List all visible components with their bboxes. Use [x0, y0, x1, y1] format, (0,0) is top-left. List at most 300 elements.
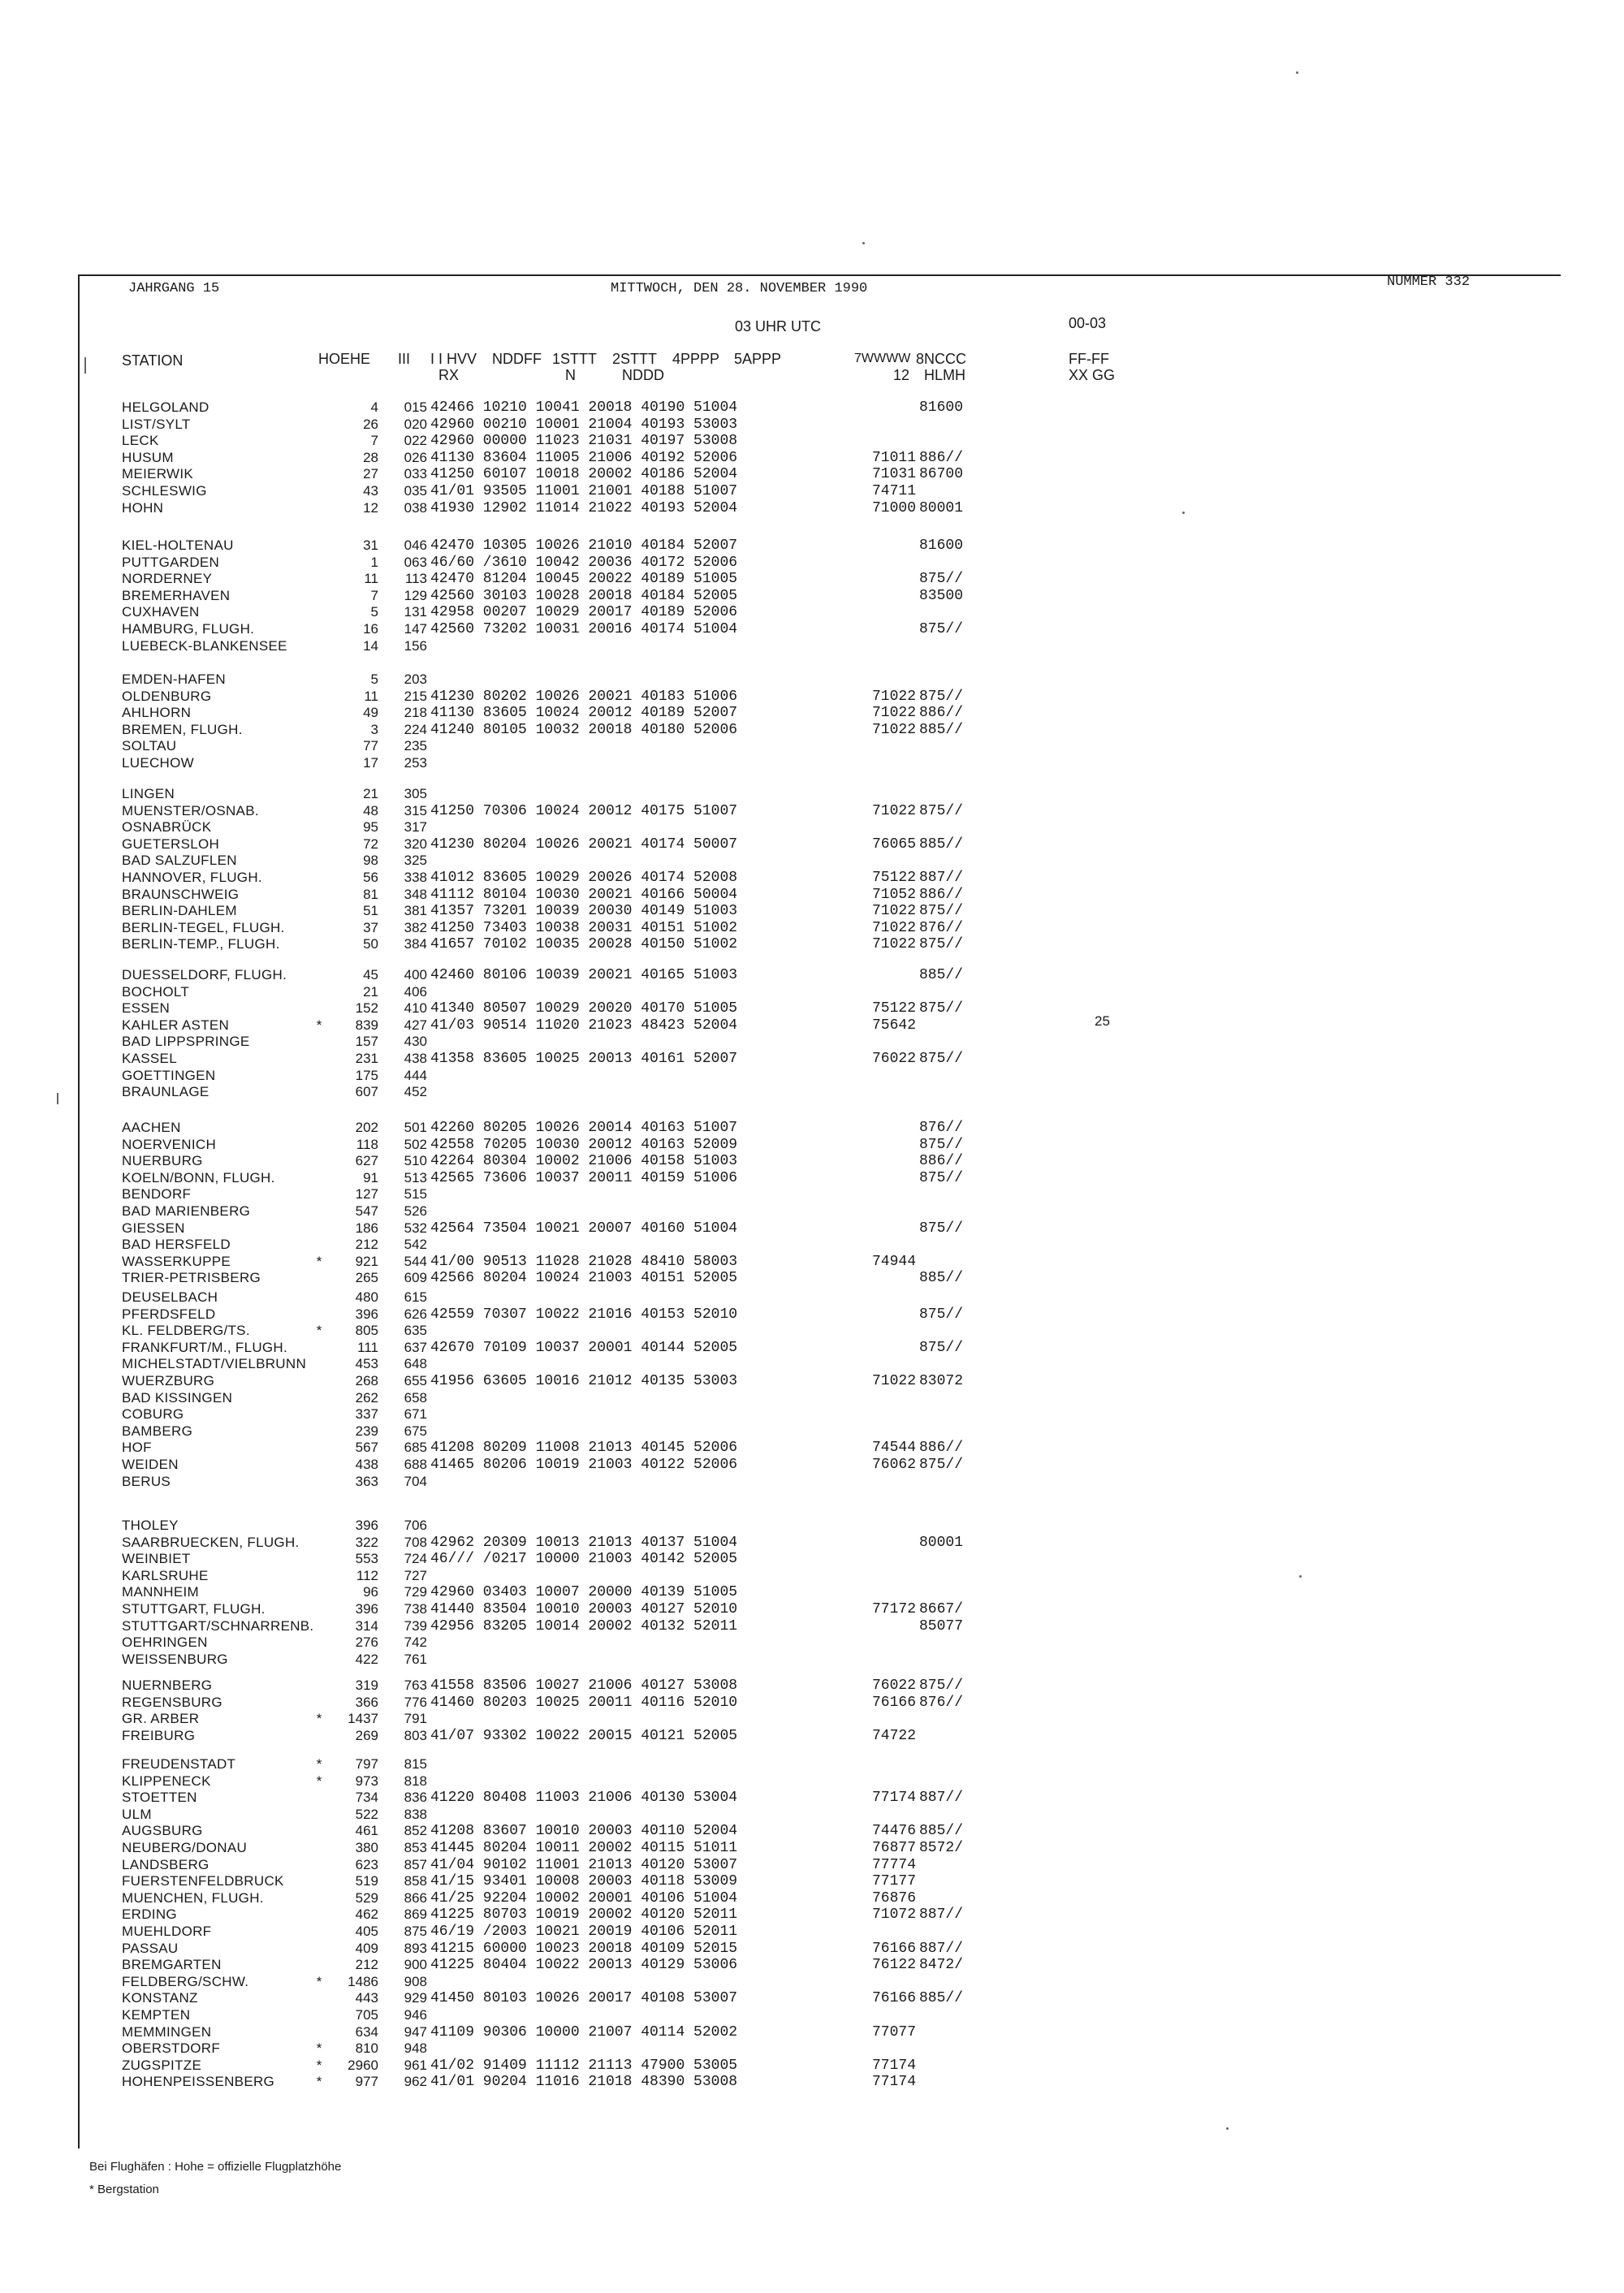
station-iii: 020 [404, 416, 427, 432]
station-obs-groups: 42558 70205 10030 20012 40163 52009 [430, 1136, 738, 1153]
station-row [0, 638, 1137, 654]
period-label: 00-03 [1069, 315, 1107, 331]
station-name: HOHN [122, 499, 164, 516]
station-name: BERLIN-TEMP., FLUGH. [122, 936, 280, 952]
station-name: WEINBIET [122, 1551, 191, 1567]
station-name: MUEHLDORF [122, 1924, 212, 1939]
station-hoehe: 4 [370, 399, 378, 415]
station-hoehe: 12 [363, 499, 378, 516]
time-label: 03 UHR UTC [735, 318, 822, 335]
station-row [0, 1990, 1137, 2006]
station-8nccc: 885// [919, 1990, 964, 2007]
station-name: NUERBURG [122, 1153, 203, 1169]
station-iii: 532 [404, 1220, 427, 1236]
station-obs-groups: 41230 80202 10026 20021 40183 51006 [430, 688, 738, 705]
station-8nccc: 875// [919, 1000, 964, 1017]
station-name: WEIDEN [122, 1457, 179, 1472]
margin-mark [84, 357, 86, 374]
station-row [0, 1568, 1137, 1584]
station-7wwww: 71052 [871, 886, 916, 903]
station-hoehe: 72 [363, 836, 378, 852]
station-name: BOCHOLT [122, 983, 190, 1000]
station-hoehe: 337 [355, 1406, 378, 1423]
station-name: OEHRINGEN [122, 1634, 208, 1651]
station-name: LECK [122, 433, 159, 449]
station-row [0, 417, 1137, 433]
station-obs-groups: 42460 80106 10039 20021 40165 51003 [430, 967, 738, 983]
station-row [0, 500, 1137, 516]
station-row [0, 1890, 1137, 1907]
station-name: STUTTGART/SCHNARRENB. [122, 1617, 314, 1634]
station-iii: 818 [404, 1773, 427, 1789]
station-8nccc: 885// [919, 836, 964, 853]
station-7wwww: 77172 [871, 1601, 916, 1617]
station-name: REGENSBURG [122, 1694, 222, 1710]
station-iii: 131 [404, 604, 427, 620]
station-7wwww: 76122 [871, 1957, 916, 1974]
station-row [0, 1457, 1137, 1473]
station-7wwww: 76062 [871, 1457, 916, 1473]
station-hoehe: 212 [355, 1237, 378, 1253]
col-5appp: 5APPP [734, 351, 782, 367]
station-row [0, 2074, 1137, 2090]
station-iii: 381 [404, 903, 427, 919]
station-iii: 869 [404, 1907, 427, 1923]
station-iii: 438 [404, 1051, 427, 1066]
station-hoehe: 96 [363, 1584, 378, 1600]
station-hoehe: 462 [355, 1907, 378, 1923]
station-row [0, 1618, 1137, 1634]
station-iii: 542 [404, 1237, 427, 1253]
station-row [0, 1237, 1137, 1253]
station-8nccc: 886// [919, 449, 964, 466]
station-8nccc: 885// [919, 1823, 964, 1840]
station-7wwww: 74711 [871, 483, 916, 499]
station-row [0, 555, 1137, 571]
station-iii: 836 [404, 1790, 427, 1806]
station-iii: 875 [404, 1924, 427, 1939]
station-iii: 727 [404, 1567, 427, 1583]
station-8nccc: 81600 [919, 538, 964, 554]
station-name: AHLHORN [122, 705, 192, 721]
station-iii: 502 [404, 1136, 427, 1152]
station-7wwww: 76022 [871, 1051, 916, 1067]
station-obs-groups: 46/60 /3610 10042 20036 40172 52006 [430, 554, 738, 571]
station-hoehe: 262 [355, 1389, 378, 1406]
station-name: HAMBURG, FLUGH. [122, 621, 255, 637]
col-xxgg: XX GG [1069, 367, 1116, 383]
station-obs-groups: 41956 63605 10016 21012 40135 53003 [430, 1373, 738, 1389]
station-hoehe: 81 [363, 886, 378, 902]
station-row [0, 1051, 1137, 1067]
station-name: WUERZBURG [122, 1373, 215, 1388]
station-hoehe: 1437 [348, 1711, 378, 1727]
station-row [0, 920, 1137, 936]
station-iii: 215 [404, 688, 427, 704]
station-name: FUERSTENFELDBRUCK [122, 1873, 284, 1889]
station-name: HANNOVER, FLUGH. [122, 870, 262, 885]
station-iii: 452 [404, 1084, 427, 1100]
station-row [0, 1678, 1137, 1694]
station-hoehe: 567 [355, 1440, 378, 1456]
station-name: OSNABRÜCK [122, 819, 212, 836]
station-obs-groups: 41357 73201 10039 20030 40149 51003 [430, 903, 738, 920]
station-iii: 513 [404, 1169, 427, 1185]
station-hoehe: 5 [370, 671, 378, 687]
station-name: DUESSELDORF, FLUGH. [122, 967, 287, 982]
station-iii: 382 [404, 919, 427, 935]
station-obs-groups: 41220 80408 11003 21006 40130 53004 [430, 1790, 738, 1807]
station-name: KEMPTEN [122, 2007, 191, 2023]
footnote-bergstation: * Bergstation [89, 2183, 159, 2196]
station-obs-groups: 42559 70307 10022 21016 40153 52010 [430, 1306, 738, 1323]
scan-speck [1299, 1575, 1302, 1578]
station-iii: 685 [404, 1440, 427, 1456]
station-iii: 708 [404, 1534, 427, 1550]
station-row [0, 1584, 1137, 1600]
station-name: BAD MARIENBERG [122, 1203, 251, 1219]
station-7wwww: 74476 [871, 1823, 916, 1840]
station-8nccc: 876// [919, 1694, 964, 1711]
station-iii: 305 [404, 786, 427, 801]
station-hoehe: 127 [355, 1186, 378, 1203]
station-hoehe: 973 [355, 1773, 378, 1789]
station-hoehe: 157 [355, 1034, 378, 1050]
station-hoehe: 422 [355, 1651, 378, 1667]
station-name: BAD HERSFELD [122, 1237, 231, 1253]
station-hoehe: 409 [355, 1940, 378, 1956]
station-hoehe: 43 [363, 483, 378, 499]
station-obs-groups: 42470 10305 10026 21010 40184 52007 [430, 538, 738, 554]
station-name: EMDEN-HAFEN [122, 671, 226, 687]
station-obs-groups: 41/00 90513 11028 21028 48410 58003 [430, 1253, 738, 1270]
station-obs-groups: 41012 83605 10029 20026 40174 52008 [430, 870, 738, 886]
station-hoehe: 56 [363, 870, 378, 885]
station-iii: 838 [404, 1806, 427, 1822]
station-7wwww: 71022 [871, 721, 916, 738]
station-row [0, 1924, 1137, 1940]
bergstation-mark: * [316, 1253, 322, 1269]
station-iii: 218 [404, 705, 427, 721]
station-name: MEIERWIK [122, 466, 194, 482]
station-iii: 776 [404, 1694, 427, 1710]
station-row [0, 1254, 1137, 1270]
station-row [0, 621, 1137, 637]
station-row [0, 1440, 1137, 1456]
station-hoehe: 453 [355, 1356, 378, 1372]
station-iii: 675 [404, 1423, 427, 1439]
station-hoehe: 607 [355, 1084, 378, 1100]
station-8nccc: 887// [919, 1940, 964, 1957]
station-row [0, 1756, 1137, 1773]
station-row [0, 1000, 1137, 1017]
col-2sttt-sub: NDDD [622, 367, 664, 383]
station-iii: 852 [404, 1823, 427, 1839]
station-7wwww: 75122 [871, 870, 916, 886]
station-7wwww: 75642 [871, 1017, 916, 1034]
station-iii: 046 [404, 538, 427, 553]
station-name: GUETERSLOH [122, 836, 220, 852]
station-8nccc: 875// [919, 621, 964, 637]
station-row [0, 1220, 1137, 1237]
col-iihvv: I I HVV [430, 351, 477, 367]
station-row [0, 1873, 1137, 1889]
station-name: HOHENPEISSENBERG [122, 2074, 275, 2090]
station-name: NORDERNEY [122, 571, 213, 587]
station-row [0, 1474, 1137, 1490]
station-8nccc: 875// [919, 1339, 964, 1356]
station-row [0, 936, 1137, 952]
station-row [0, 1857, 1137, 1873]
station-obs-groups: 41250 60107 10018 20002 40186 52004 [430, 466, 738, 483]
station-iii: 317 [404, 819, 427, 836]
bergstation-mark: * [316, 2040, 322, 2057]
station-iii: 063 [404, 554, 427, 570]
station-iii: 315 [404, 802, 427, 818]
station-iii: 501 [404, 1120, 427, 1135]
station-obs-groups: 41/15 93401 10008 20003 40118 53009 [430, 1873, 738, 1890]
station-obs-groups: 41109 90306 10000 21007 40114 52002 [430, 2023, 738, 2040]
station-name: KONSTANZ [122, 1990, 198, 2006]
station-hoehe: 14 [363, 637, 378, 654]
station-7wwww: 76166 [871, 1694, 916, 1711]
station-obs-groups: 41250 73403 10038 20031 40151 51002 [430, 919, 738, 936]
station-hoehe: 212 [355, 1957, 378, 1973]
station-obs-groups: 42670 70109 10037 20001 40144 52005 [430, 1339, 738, 1356]
station-obs-groups: 41460 80203 10025 20011 40116 52010 [430, 1694, 738, 1711]
station-obs-groups: 41558 83506 10027 21006 40127 53008 [430, 1678, 738, 1694]
station-iii: 962 [404, 2074, 427, 2090]
station-row [0, 1695, 1137, 1711]
station-7wwww: 75122 [871, 1000, 916, 1017]
station-hoehe: 322 [355, 1534, 378, 1550]
station-name: HELGOLAND [122, 399, 209, 415]
station-hoehe: 396 [355, 1306, 378, 1322]
station-obs-groups: 42960 00210 10001 21004 40193 53003 [430, 416, 738, 433]
station-obs-groups: 42264 80304 10002 21006 40158 51003 [430, 1153, 738, 1170]
col-1sttt: 1STTT [552, 351, 598, 367]
station-name: MUENSTER/OSNAB. [122, 802, 259, 818]
station-row [0, 887, 1137, 903]
station-hoehe: 363 [355, 1473, 378, 1489]
station-row [0, 1790, 1137, 1806]
station-row [0, 588, 1137, 604]
station-8nccc: 875// [919, 802, 964, 819]
station-iii: 348 [404, 886, 427, 902]
station-row [0, 2058, 1137, 2074]
station-7wwww: 74722 [871, 1727, 916, 1744]
col-7wwww: 7WWWW [854, 352, 911, 365]
station-name: SCHLESWIG [122, 483, 207, 499]
station-name: KL. FELDBERG/TS. [122, 1323, 250, 1339]
station-name: BRAUNSCHWEIG [122, 886, 240, 902]
col-4pppp: 4PPPP [672, 351, 720, 367]
station-name: FREIBURG [122, 1727, 196, 1743]
station-iii: 791 [404, 1711, 427, 1727]
col-2sttt: 2STTT [612, 351, 658, 367]
station-hoehe: 111 [357, 1339, 378, 1355]
station-iii: 410 [404, 1000, 427, 1017]
station-hoehe: 627 [355, 1153, 378, 1169]
station-obs-groups: 41208 80209 11008 21013 40145 52006 [430, 1440, 738, 1457]
station-obs-groups: 41930 12902 11014 21022 40193 52004 [430, 499, 738, 516]
station-7wwww: 76877 [871, 1840, 916, 1856]
station-name: MANNHEIM [122, 1584, 199, 1600]
station-hoehe: 529 [355, 1889, 378, 1906]
station-8nccc: 85077 [919, 1617, 964, 1634]
station-name: AACHEN [122, 1120, 181, 1135]
station-name: WEISSENBURG [122, 1651, 228, 1667]
station-hoehe: 623 [355, 1856, 378, 1872]
station-name: COBURG [122, 1406, 184, 1423]
station-obs-groups: 46/19 /2003 10021 20019 40106 52011 [430, 1924, 738, 1940]
station-row [0, 466, 1137, 482]
station-8nccc: 8572/ [919, 1840, 964, 1856]
station-iii: 900 [404, 1957, 427, 1973]
station-8nccc: 886// [919, 1440, 964, 1457]
station-iii: 430 [404, 1034, 427, 1050]
bergstation-mark: * [316, 2074, 322, 2090]
station-iii: 671 [404, 1406, 427, 1423]
station-hoehe: 98 [363, 853, 378, 869]
station-iii: 035 [404, 483, 427, 499]
station-hoehe: 49 [363, 705, 378, 721]
station-hoehe: 202 [355, 1120, 378, 1135]
station-hoehe: 31 [363, 538, 378, 553]
station-row [0, 1270, 1137, 1286]
station-iii: 739 [404, 1617, 427, 1634]
station-row [0, 705, 1137, 721]
station-row [0, 870, 1137, 886]
station-hoehe: 1 [370, 554, 378, 570]
station-obs-groups: 41358 83605 10025 20013 40161 52007 [430, 1051, 738, 1067]
station-hoehe: 438 [355, 1457, 378, 1472]
station-row [0, 836, 1137, 853]
station-8nccc: 885// [919, 721, 964, 738]
station-iii: 947 [404, 2023, 427, 2040]
station-iii: 635 [404, 1323, 427, 1339]
station-iii: 761 [404, 1651, 427, 1667]
station-8nccc: 86700 [919, 466, 964, 483]
station-hoehe: 921 [355, 1253, 378, 1269]
station-iii: 724 [404, 1551, 427, 1567]
station-obs-groups: 42566 80204 10024 21003 40151 52005 [430, 1270, 738, 1287]
station-iii: 738 [404, 1601, 427, 1617]
station-8nccc: 80001 [919, 1534, 964, 1551]
station-hoehe: 634 [355, 2023, 378, 2040]
station-hoehe: 5 [370, 604, 378, 620]
station-name: BAD KISSINGEN [122, 1389, 233, 1406]
station-8nccc: 8472/ [919, 1957, 964, 1974]
station-row [0, 538, 1137, 554]
bergstation-mark: * [316, 1973, 322, 1989]
station-obs-groups: 46/// /0217 10000 21003 40142 52005 [430, 1551, 738, 1568]
station-iii: 384 [404, 936, 427, 952]
station-hoehe: 265 [355, 1270, 378, 1286]
station-hoehe: 26 [363, 416, 378, 432]
station-iii: 857 [404, 1856, 427, 1872]
station-hoehe: 17 [363, 755, 378, 771]
col-8nccc-sub: HLMH [924, 367, 966, 383]
scan-speck [1182, 512, 1185, 514]
station-name: STOETTEN [122, 1790, 197, 1806]
station-name: TRIER-PETRISBERG [122, 1270, 261, 1286]
station-iii: 526 [404, 1203, 427, 1219]
station-row [0, 786, 1137, 802]
station-iii: 147 [404, 621, 427, 637]
station-iii: 815 [404, 1756, 427, 1772]
station-name: BAD SALZUFLEN [122, 853, 237, 869]
station-8nccc: 875// [919, 1169, 964, 1186]
station-name: DEUSELBACH [122, 1289, 218, 1305]
station-hoehe: 797 [355, 1756, 378, 1772]
station-row [0, 1186, 1137, 1203]
station-iii: 444 [404, 1067, 427, 1083]
station-iii: 704 [404, 1473, 427, 1489]
station-row [0, 1711, 1137, 1727]
header-jahrgang: JAHRGANG 15 [128, 281, 220, 296]
station-8nccc: 875// [919, 571, 964, 588]
station-hoehe: 91 [363, 1169, 378, 1185]
station-row [0, 738, 1137, 754]
station-7wwww: 71031 [871, 466, 916, 483]
station-name: GOETTINGEN [122, 1067, 216, 1083]
station-8nccc: 876// [919, 1120, 964, 1136]
station-iii: 853 [404, 1840, 427, 1855]
station-iii: 033 [404, 466, 427, 482]
station-name: THOLEY [122, 1518, 179, 1533]
station-8nccc: 81600 [919, 399, 964, 416]
station-iii: 253 [404, 755, 427, 771]
station-name: PFERDSFELD [122, 1306, 216, 1322]
station-row [0, 1084, 1137, 1100]
station-hoehe: 21 [363, 786, 378, 801]
station-hoehe: 16 [363, 621, 378, 637]
station-obs-groups: 42956 83205 10014 20002 40132 52011 [430, 1617, 738, 1634]
station-row [0, 1170, 1137, 1186]
station-obs-groups: 42470 81204 10045 20022 40189 51005 [430, 571, 738, 588]
station-row [0, 1634, 1137, 1651]
station-row [0, 1034, 1137, 1050]
header-date: MITTWOCH, DEN 28. NOVEMBER 1990 [611, 281, 868, 296]
station-hoehe: 443 [355, 1990, 378, 2006]
station-name: FRANKFURT/M., FLUGH. [122, 1339, 288, 1355]
station-obs-groups: 41215 60000 10023 20018 40109 52015 [430, 1940, 738, 1957]
station-row [0, 722, 1137, 738]
station-obs-groups: 41225 80703 10019 20002 40120 52011 [430, 1907, 738, 1924]
station-hoehe: 7 [370, 587, 378, 603]
station-hoehe: 405 [355, 1924, 378, 1939]
station-row [0, 1773, 1137, 1790]
station-row [0, 450, 1137, 466]
station-iii: 961 [404, 2057, 427, 2073]
station-name: LUEBECK-BLANKENSEE [122, 637, 287, 654]
station-hoehe: 522 [355, 1806, 378, 1822]
station-row [0, 604, 1137, 620]
station-obs-groups: 41208 83607 10010 20003 40110 52004 [430, 1823, 738, 1840]
station-8nccc: 886// [919, 886, 964, 903]
station-name: BREMGARTEN [122, 1957, 222, 1973]
station-row [0, 853, 1137, 869]
station-8nccc: 875// [919, 1306, 964, 1323]
station-obs-groups: 41657 70102 10035 20028 40150 51002 [430, 936, 738, 953]
station-8nccc: 875// [919, 1136, 964, 1153]
station-7wwww: 71072 [871, 1907, 916, 1924]
station-name: FREUDENSTADT [122, 1756, 236, 1772]
station-name: STUTTGART, FLUGH. [122, 1601, 266, 1617]
station-iii: 338 [404, 870, 427, 885]
station-hoehe: 7 [370, 433, 378, 449]
